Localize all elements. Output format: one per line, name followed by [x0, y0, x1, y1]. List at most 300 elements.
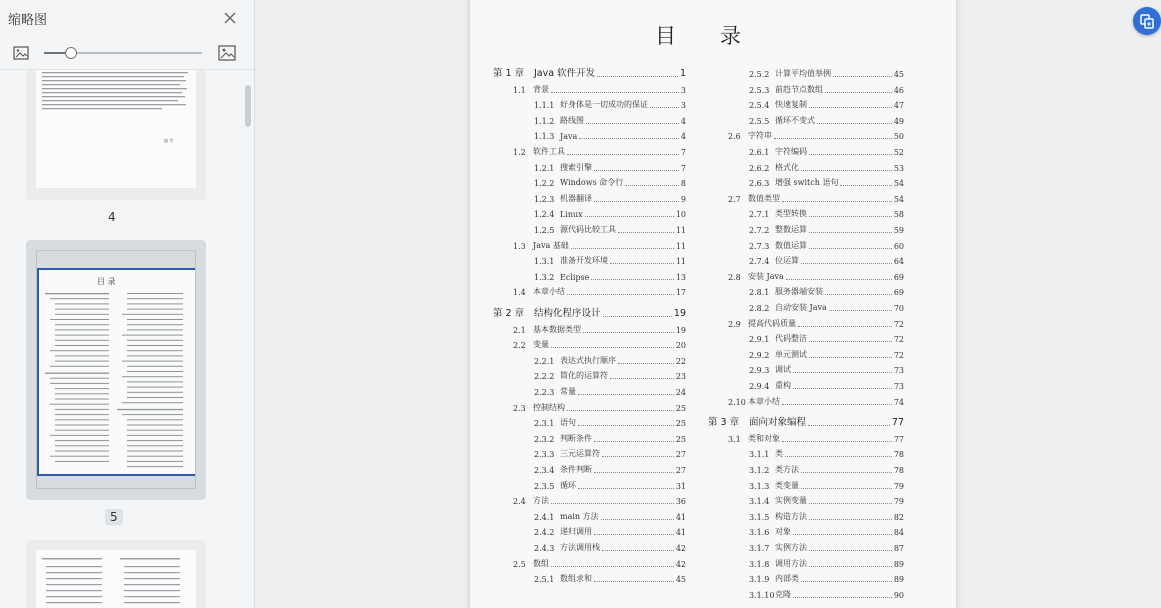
toc-dot-leader	[817, 123, 892, 124]
toc-entry-title: 调用方法	[775, 558, 807, 568]
toc-entry-title: 条件判断	[560, 465, 592, 474]
toc-entry-page: 73	[893, 382, 904, 391]
toc-entry[interactable]	[534, 99, 686, 110]
toc-dot-leader	[786, 279, 892, 280]
toc-entry-title: 判断条件	[560, 433, 592, 443]
toc-entry-number: 3.1.8	[749, 559, 770, 569]
toc-entry-page: 79	[893, 497, 904, 507]
toc-entry[interactable]	[534, 542, 686, 553]
toc-dot-leader	[793, 597, 892, 598]
toc-entry-number: 1.3.1	[534, 257, 555, 267]
toc-entry-number: 1.1.1	[534, 101, 555, 111]
thumbnail-image	[36, 250, 196, 489]
close-icon[interactable]	[222, 10, 238, 26]
toc-entry-number: 2.1	[513, 325, 526, 335]
toc-entry[interactable]	[749, 162, 904, 173]
toc-entry[interactable]	[749, 224, 904, 235]
toc-entry-title: Java 软件开发	[534, 68, 596, 79]
toc-entry-title: 常量	[560, 387, 576, 396]
mini-toc-line	[55, 329, 109, 330]
toc-entry[interactable]	[749, 589, 904, 600]
mini-toc-line	[127, 298, 183, 299]
toc-entry-title: 源代码比较工具	[560, 225, 616, 234]
toc-dot-leader	[567, 294, 674, 295]
mini-toc-line	[55, 399, 109, 400]
toc-entry-page: 77	[893, 434, 904, 444]
toc-entry-title: 类和对象	[748, 433, 780, 443]
mini-toc-line	[127, 435, 183, 436]
toc-entry-page: 72	[893, 319, 904, 329]
toc-entry-title: 搜索引擎	[560, 162, 592, 172]
toc-entry-number: 2.2	[513, 341, 526, 351]
toc-entry[interactable]	[534, 464, 686, 475]
toc-entry-title: 单元测试	[775, 349, 807, 359]
toc-entry-number: 2.3.2	[534, 434, 555, 444]
toc-entry-number: 1.2.4	[534, 210, 555, 220]
toc-entry-title: 背景	[533, 84, 549, 94]
mini-toc-line	[55, 345, 109, 346]
toc-entry-page: 41	[675, 528, 686, 538]
toc-entry-number: 第 3 章	[708, 417, 740, 429]
mini-toc-line	[55, 393, 109, 394]
toc-entry[interactable]	[534, 208, 686, 219]
toc-entry[interactable]	[749, 302, 904, 313]
toc-entry[interactable]	[534, 511, 686, 522]
toc-entry-number: 3.1.1	[749, 450, 770, 460]
toc-entry-title: 增强 switch 语句	[775, 178, 839, 188]
toc-entry-number: 2.6.1	[749, 148, 770, 157]
slider-thumb[interactable]	[65, 47, 77, 59]
toc-dot-leader	[594, 170, 679, 171]
toc-entry-number: 2.3.4	[534, 466, 555, 475]
toc-entry-number: 2.7.4	[749, 257, 770, 267]
toc-entry[interactable]	[749, 68, 904, 79]
toc-dot-leader	[774, 138, 892, 139]
toc-entry-number: 2.6.2	[749, 163, 770, 173]
toc-entry[interactable]	[493, 308, 686, 319]
toc-entry-title: Windows 命令行	[560, 178, 624, 188]
toc-entry[interactable]	[513, 558, 686, 569]
toc-entry-page: 54	[893, 194, 904, 204]
toc-entry-title: Java	[560, 132, 578, 142]
toc-entry[interactable]	[749, 558, 904, 569]
toc-dot-leader	[551, 566, 674, 567]
toc-entry-page: 17	[675, 288, 686, 298]
mini-toc-line	[127, 309, 183, 310]
toc-dot-leader	[829, 310, 892, 311]
toc-dot-leader	[808, 425, 890, 426]
toc-entry[interactable]	[534, 433, 686, 444]
toc-entry-page: 45	[893, 70, 904, 79]
mini-toc-line	[50, 298, 109, 299]
toc-entry-page: 59	[893, 226, 904, 235]
toc-entry[interactable]	[749, 177, 904, 188]
mini-toc-line	[127, 355, 183, 356]
toc-entry[interactable]	[534, 526, 686, 537]
toc-entry-number: 2.7.2	[749, 226, 770, 235]
toc-entry-page: 25	[675, 434, 686, 444]
toc-entry-number: 1.3.2	[534, 272, 555, 282]
mini-toc-line	[127, 293, 183, 294]
toc-dot-leader	[578, 425, 674, 426]
toc-entry[interactable]	[534, 417, 686, 428]
toc-entry-title: 本章小结	[533, 287, 565, 297]
toc-entry-title: 类	[775, 449, 783, 459]
toc-entry-number: 2.4.3	[534, 544, 555, 553]
toc-entry-page: 41	[675, 512, 686, 522]
toc-entry-number: 2.7	[728, 194, 741, 204]
mini-toc-line	[127, 340, 183, 341]
toc-entry-page: 72	[893, 350, 904, 360]
translate-fab[interactable]	[1133, 7, 1161, 35]
toc-entry[interactable]	[749, 380, 904, 391]
toc-entry[interactable]	[513, 146, 686, 157]
toc-entry[interactable]	[534, 162, 686, 173]
toc-entry-page: 4	[680, 132, 686, 142]
thumbnail-toc-lines	[37, 251, 196, 489]
toc-entry-title: 结构化程序设计	[534, 308, 601, 319]
toc-entry[interactable]	[534, 480, 686, 491]
toc-entry[interactable]	[728, 130, 904, 141]
toc-entry-number: 2.5	[513, 559, 526, 569]
mini-toc-line	[127, 303, 183, 304]
toc-entry[interactable]	[749, 364, 904, 375]
mini-toc-line	[122, 414, 183, 415]
toc-entry[interactable]	[749, 99, 904, 110]
toc-entry[interactable]	[534, 370, 686, 381]
mini-toc-line	[127, 425, 183, 426]
toc-entry-title: 循环不变式	[775, 115, 815, 125]
mini-toc-line	[127, 392, 183, 393]
toc-entry[interactable]	[534, 255, 686, 266]
mini-toc-line	[127, 397, 183, 398]
toc-entry-title: Java 基础	[533, 240, 569, 250]
toc-dot-leader	[809, 154, 892, 155]
toc-entry-title: 数值类型	[748, 193, 780, 203]
toc-entry-number: 第 2 章	[493, 308, 525, 319]
mini-toc-line	[50, 404, 109, 405]
toc-dot-leader	[801, 488, 892, 489]
mini-toc-line	[127, 445, 183, 446]
toc-dot-leader	[809, 216, 892, 217]
toc-entry-page: 11	[675, 226, 686, 235]
toc-entry[interactable]	[513, 402, 686, 413]
toc-entry-page: 50	[893, 132, 904, 142]
toc-entry[interactable]	[728, 396, 904, 407]
toc-entry-title: 字符编码	[775, 147, 807, 156]
toc-entry-page: 78	[893, 466, 904, 475]
toc-dot-leader	[551, 92, 679, 93]
mini-toc-line	[127, 350, 183, 351]
toc-entry-number: 3.1.7	[749, 544, 770, 553]
toc-entry-number: 3.1.9	[749, 575, 770, 585]
toc-entry-title: 类变量	[775, 480, 799, 490]
mini-toc-line	[55, 355, 109, 356]
large-image-icon[interactable]	[218, 45, 236, 61]
toc-entry-title: 服务器端安装	[775, 287, 823, 297]
toc-entry-page: 3	[680, 85, 686, 95]
toc-entry[interactable]	[749, 511, 904, 522]
toc-entry-title: 整数运算	[775, 225, 807, 234]
mini-toc-line	[50, 435, 109, 436]
toc-dot-leader	[551, 347, 674, 348]
toc-dot-leader	[809, 503, 892, 504]
toc-entry-page: 52	[893, 148, 904, 157]
toc-entry[interactable]	[749, 240, 904, 251]
toc-dot-leader	[610, 263, 674, 264]
toc-entry[interactable]	[534, 224, 686, 235]
toc-entry[interactable]	[749, 84, 904, 95]
toc-entry-title: main 方法	[560, 511, 599, 521]
toc-entry[interactable]	[749, 115, 904, 126]
toc-entry-title: 安装 Java	[748, 271, 784, 281]
toc-entry-number: 2.5.5	[749, 116, 770, 126]
toc-dot-leader	[782, 201, 892, 202]
toc-entry-page: 20	[675, 341, 686, 351]
toc-entry[interactable]	[534, 115, 686, 126]
thumbnail-zoom-toolbar	[0, 38, 254, 68]
toc-entry-page: 25	[675, 419, 686, 429]
toc-entry-page: 8	[680, 179, 686, 189]
toc-dot-leader	[602, 456, 674, 457]
toc-entry[interactable]	[749, 286, 904, 297]
toc-entry-number: 2.6.3	[749, 179, 770, 189]
toc-entry-title: 实例变量	[775, 496, 807, 506]
mini-toc-line	[122, 361, 183, 362]
toc-dot-leader	[578, 394, 674, 395]
toc-entry-page: 79	[893, 481, 904, 491]
thumbnail-page-5[interactable]	[26, 240, 206, 500]
thumbnail-image	[36, 550, 196, 608]
toc-entry-number: 2.4.2	[534, 528, 555, 538]
toc-entry-page: 78	[893, 450, 904, 460]
toc-dot-leader	[618, 232, 674, 233]
toc-entry-page: 11	[675, 257, 686, 267]
toc-entry-number: 2.3.3	[534, 450, 555, 460]
toc-dot-leader	[801, 581, 892, 582]
toc-entry-page: 73	[893, 366, 904, 376]
toc-entry-number: 3.1	[728, 434, 741, 444]
toc-entry[interactable]	[728, 433, 904, 444]
toc-dot-leader	[585, 216, 674, 217]
toc-entry-page: 13	[675, 272, 686, 282]
toc-entry-page: 49	[893, 116, 904, 126]
toc-entry-title: 快速复制	[775, 100, 807, 110]
toc-entry-title: 构造方法	[775, 511, 807, 521]
toc-entry-title: 数组	[533, 558, 549, 568]
toc-entry-page: 4	[680, 116, 686, 126]
mini-toc-line	[127, 329, 183, 330]
toc-entry[interactable]	[749, 349, 904, 360]
toc-entry-page: 90	[893, 590, 904, 600]
toc-dot-leader	[809, 357, 892, 358]
toc-dot-leader	[597, 76, 678, 77]
toc-entry[interactable]	[728, 318, 904, 329]
toc-entry[interactable]	[513, 324, 686, 335]
toc-entry[interactable]	[534, 573, 686, 584]
toc-entry[interactable]	[749, 208, 904, 219]
toc-entry-page: 74	[893, 397, 904, 407]
toc-dot-leader	[578, 488, 674, 489]
toc-entry[interactable]	[513, 339, 686, 350]
toc-entry[interactable]	[534, 130, 686, 141]
toc-dot-leader	[825, 92, 892, 93]
toc-entry-title: 位运算	[775, 256, 799, 266]
mini-toc-line	[45, 293, 109, 294]
toc-entry[interactable]	[749, 542, 904, 553]
toc-entry[interactable]	[749, 526, 904, 537]
mini-toc-line	[122, 402, 183, 403]
toc-entry-title: 路线图	[560, 115, 584, 125]
toc-dot-leader	[782, 404, 892, 405]
mini-toc-line	[50, 383, 109, 384]
toc-entry-title: 内部类	[775, 574, 799, 584]
mini-toc-line	[127, 451, 183, 452]
toc-entry-title: 方法调用栈	[560, 543, 600, 552]
toc-entry[interactable]	[513, 84, 686, 95]
toc-entry-number: 2.9.1	[749, 335, 770, 345]
toc-dot-leader	[583, 332, 674, 333]
toc-entry[interactable]	[749, 146, 904, 157]
toc-entry-number: 1.1.2	[534, 116, 555, 126]
toc-entry-page: 69	[893, 272, 904, 282]
toc-entry-number: 1.2.3	[534, 194, 555, 204]
toc-dot-leader	[591, 279, 673, 280]
toc-entry-page: 70	[893, 304, 904, 313]
mini-toc-line	[55, 409, 109, 410]
thumbnail-scrollbar[interactable]	[245, 85, 251, 127]
toc-entry-title: 类方法	[775, 465, 799, 474]
toc-dot-leader	[833, 76, 892, 77]
toc-entry-number: 3.1.6	[749, 528, 770, 538]
toc-entry-page: 1	[679, 68, 686, 79]
mini-toc-line	[127, 456, 183, 457]
toc-entry-number: 3.1.5	[749, 512, 770, 522]
document-page	[470, 0, 956, 608]
toc-entry[interactable]	[708, 417, 904, 428]
mini-toc-line	[55, 361, 109, 362]
toc-entry[interactable]	[534, 355, 686, 366]
toc-entry-title: 简化的运算符	[560, 371, 608, 381]
small-image-icon[interactable]	[13, 46, 29, 60]
toc-entry-page: 22	[675, 356, 686, 366]
mini-toc-line	[50, 378, 109, 379]
toc-entry[interactable]	[749, 333, 904, 344]
mini-toc-line	[55, 414, 109, 415]
toc-entry-title: 计算平均值举例	[775, 69, 831, 78]
mini-toc-line	[117, 409, 183, 410]
toc-entry-page: 31	[675, 481, 686, 491]
thumbnail-zoom-slider[interactable]	[44, 52, 202, 54]
mini-toc-line	[55, 440, 109, 441]
thumbnail-page-4[interactable]	[26, 70, 206, 200]
toc-entry[interactable]	[534, 177, 686, 188]
mini-toc-line	[127, 381, 183, 382]
thumbnail-image	[36, 70, 196, 188]
toc-entry-number: 2.2.1	[534, 356, 555, 366]
toc-entry[interactable]	[749, 480, 904, 491]
toc-entry-title: 调试	[775, 365, 791, 375]
toc-entry-number: 1.2.5	[534, 226, 555, 235]
mini-toc-line	[127, 324, 183, 325]
toc-dot-leader	[610, 378, 674, 379]
mini-toc-line	[55, 340, 109, 341]
toc-title-right: 录	[720, 24, 741, 48]
toc-entry[interactable]	[534, 193, 686, 204]
thumbnail-text-lines	[36, 550, 196, 608]
toc-entry-number: 1.4	[513, 288, 526, 298]
toc-entry[interactable]	[493, 68, 686, 79]
toc-entry[interactable]	[749, 255, 904, 266]
toc-dot-leader	[798, 326, 892, 327]
toc-entry-title: 准备开发环境	[560, 256, 608, 266]
document-view[interactable]	[256, 0, 1161, 608]
toc-entry[interactable]	[749, 495, 904, 506]
mini-toc-line	[55, 324, 109, 325]
toc-dot-leader	[782, 441, 892, 442]
toc-entry[interactable]	[749, 573, 904, 584]
toc-dot-leader	[825, 294, 892, 295]
signature-text: 编 者	[164, 138, 174, 143]
toc-dot-leader	[571, 248, 674, 249]
toc-entry-number: 2.10	[728, 397, 746, 407]
toc-dot-leader	[801, 263, 892, 264]
toc-entry[interactable]	[749, 448, 904, 459]
toc-dot-leader	[809, 519, 892, 520]
toc-entry[interactable]	[513, 240, 686, 251]
toc-entry-number: 2.9.2	[749, 350, 770, 360]
mini-toc-line	[127, 345, 183, 346]
toc-entry-number: 1.1	[513, 85, 526, 95]
mini-toc-line	[55, 430, 109, 431]
mini-toc-line	[127, 366, 183, 367]
thumbnail-panel-title: 缩略图	[8, 13, 48, 28]
toc-entry-number: 2.5.4	[749, 101, 770, 111]
toc-entry[interactable]	[513, 286, 686, 297]
toc-entry-page: 69	[893, 288, 904, 298]
toc-entry[interactable]	[749, 464, 904, 475]
toc-entry-title: 递归调用	[560, 527, 592, 537]
toc-entry-page: 10	[675, 210, 686, 220]
toc-entry-page: 77	[891, 417, 904, 429]
toc-entry-title: 软件工具	[533, 147, 565, 156]
toc-entry-title: 格式化	[775, 162, 799, 172]
toc-entry-page: 9	[680, 194, 686, 204]
toc-entry-page: 46	[893, 85, 904, 95]
toc-entry[interactable]	[728, 193, 904, 204]
toc-entry-page: 7	[680, 148, 686, 157]
toc-entry-page: 11	[675, 241, 686, 251]
toc-entry-number: 2.9.4	[749, 382, 770, 391]
toc-entry-number: 2.8.1	[749, 288, 770, 298]
toc-entry[interactable]	[534, 386, 686, 397]
mini-toc-line	[55, 335, 109, 336]
toc-entry[interactable]	[728, 271, 904, 282]
mini-toc-line	[55, 425, 109, 426]
mini-toc-line	[55, 303, 109, 304]
toc-entry-page: 25	[675, 403, 686, 413]
toc-entry-page: 58	[893, 210, 904, 220]
toc-entry-page: 7	[680, 163, 686, 173]
toc-entry-number: 1.1.3	[534, 132, 555, 142]
toc-dot-leader	[594, 534, 674, 535]
thumbnail-page-6[interactable]	[26, 540, 206, 608]
toc-dot-leader	[603, 316, 672, 317]
toc-entry[interactable]	[534, 271, 686, 282]
toc-entry[interactable]	[513, 495, 686, 506]
toc-entry-number: 2.4	[513, 497, 526, 507]
toc-entry[interactable]	[534, 448, 686, 459]
